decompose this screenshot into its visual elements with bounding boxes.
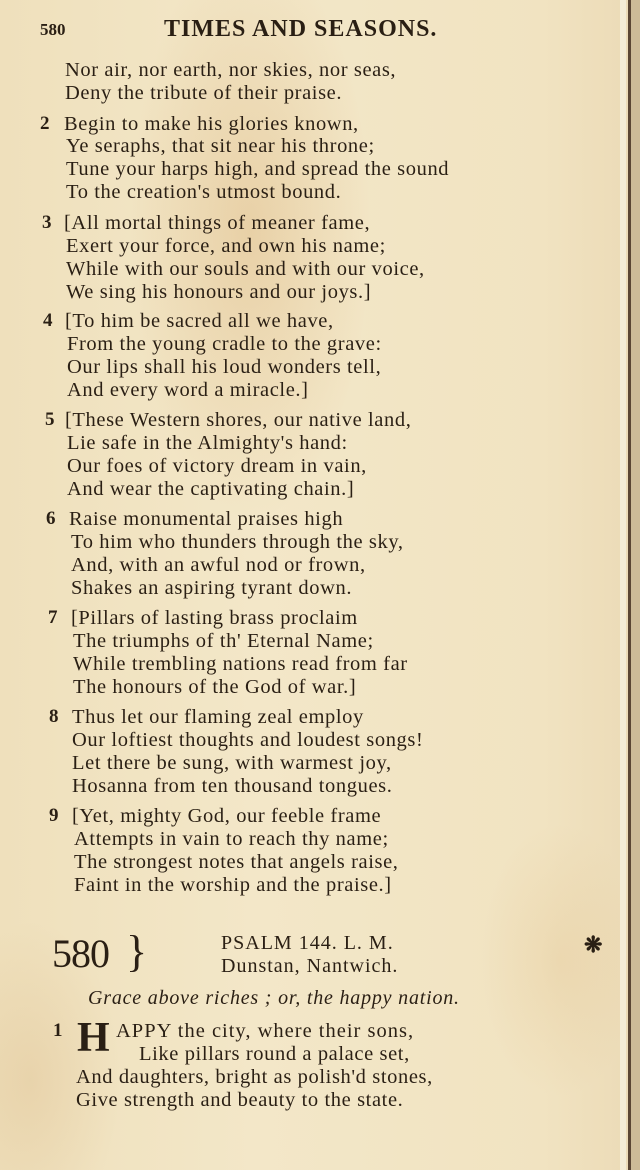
verse-line: Our foes of victory dream in vain, [67,455,367,477]
tune-names: Dunstan, Nantwich. [221,955,399,977]
page-number: 580 [40,20,66,39]
verse-line: Raise monumental praises high [69,508,344,530]
verse-line: And every word a miracle.] [67,379,309,401]
verse-line: And daughters, bright as polish'd stones, [76,1066,433,1088]
drop-cap: H [77,1015,110,1061]
verse-line: Lie safe in the Almighty's hand: [67,432,348,454]
running-head [40,12,600,42]
verse-line: To him who thunders through the sky, [71,531,404,553]
verse-line: Hosanna from ten thousand tongues. [72,775,393,797]
verse-line: While trembling nations read from far [73,653,408,675]
journal-title: TIMES AND SEASONS. [164,16,438,42]
brace-icon: } [126,927,148,976]
verse-line: And wear the captivating chain.] [67,478,355,500]
verse-line: Like pillars round a palace set, [139,1043,410,1065]
verse-line: [All mortal things of meaner fame, [64,212,371,234]
verse-line: Give strength and beauty to the state. [76,1089,404,1111]
stanza-number: 7 [48,607,58,628]
verse-line: Faint in the worship and the praise.] [74,874,392,896]
stanza-number: 5 [45,409,55,430]
verse-line: [Pillars of lasting brass proclaim [71,607,358,629]
adjacent-page-edge [631,0,640,1170]
asterism-ornament-icon: ❋ [584,932,603,957]
verse-line: APPY the city, where their sons, [116,1020,415,1042]
verse-line: The strongest notes that angels raise, [74,851,399,873]
verse-line: The triumphs of th' Eternal Name; [73,630,374,652]
stanza-number: 8 [49,706,59,727]
verse-line: Begin to make his glories known, [64,113,359,135]
stanza-number: 6 [46,508,56,529]
stanza-number: 2 [40,113,50,134]
verse-line: While with our souls and with our voice, [66,258,425,280]
stanza-number: 9 [49,805,59,826]
verse-line: Exert your force, and own his name; [66,235,386,257]
hymn-subtitle: Grace above riches ; or, the happy nation. [88,987,460,1009]
stanza-number: 3 [42,212,52,233]
verse-line: Deny the tribute of their praise. [65,82,343,104]
verse-line: [To him be sacred all we have, [65,310,334,332]
verse-line: To the creation's utmost bound. [66,181,342,203]
hymn-header [0,927,620,990]
verse-line: [Yet, mighty God, our feeble frame [72,805,382,827]
verse-line: Thus let our flaming zeal employ [72,706,364,728]
verse-line: The honours of the God of war.] [73,676,357,698]
stanza-number: 1 [53,1020,63,1041]
verse-line: We sing his honours and our joys.] [66,281,372,303]
verse-line: [These Western shores, our native land, [65,409,412,431]
verse-line: Attempts in vain to reach thy name; [74,828,389,850]
verse-line: Our loftiest thoughts and loudest songs! [72,729,424,751]
verse-line: Tune your harps high, and spread the sound [66,158,450,180]
psalm-reference: PSALM 144. L. M. [221,932,394,954]
verse-line: From the young cradle to the grave: [67,333,382,355]
verse-line: Ye seraphs, that sit near his throne; [66,135,375,157]
verse-line: Nor air, nor earth, nor skies, nor seas, [65,59,397,81]
verse-line: Shakes an aspiring tyrant down. [71,577,353,599]
hymn-number: 580 [52,931,109,976]
verse-line: Let there be sung, with warmest joy, [72,752,392,774]
verse-line: Our lips shall his loud wonders tell, [67,356,382,378]
stanza-number: 4 [43,310,53,331]
page-edge [620,0,626,1170]
verse-line: And, with an awful nod or frown, [71,554,366,576]
